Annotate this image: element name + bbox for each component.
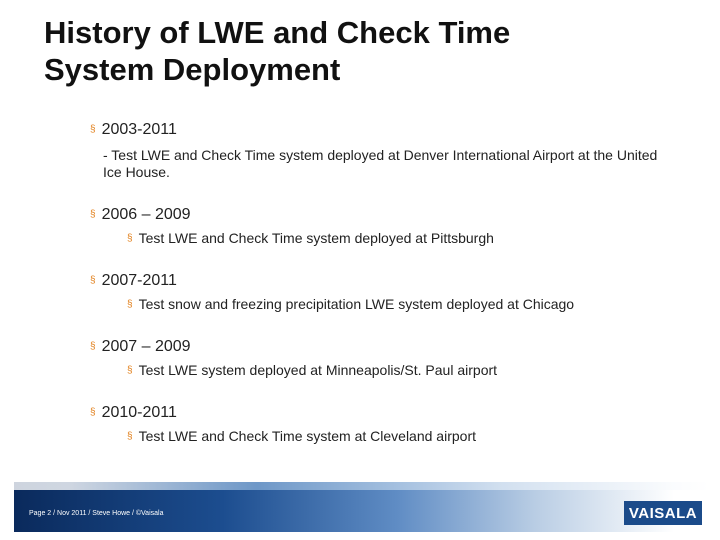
sub-bullet-item: [127, 428, 476, 444]
sub-bullet-item: [127, 362, 497, 378]
bullet-note: - Test LWE and Check Time system deployed at Denver International Airport at the United Ice House.: [103, 147, 658, 180]
sub-bullet-text: Test LWE and Check Time system at Cleveland airport: [138, 428, 476, 444]
sub-bullet-text: Test LWE system deployed at Minneapolis/St. Paul airport: [138, 362, 498, 378]
slide-title-line-2: System Deployment: [44, 52, 341, 87]
slide-title: [44, 14, 684, 88]
bullet-icon: §: [127, 365, 133, 376]
bullet-icon: §: [90, 209, 96, 220]
bullet-icon: §: [127, 299, 133, 310]
footer-stripe: [14, 482, 709, 490]
sub-bullet-item: [127, 296, 574, 312]
sub-bullet-text: Test LWE and Check Time system deployed at Pittsburgh: [138, 230, 494, 246]
slide-title-line-1: History of LWE and Check Time: [44, 15, 511, 50]
bullet-item-2003-2011: [90, 121, 177, 139]
bullet-heading: 2007 – 2009: [101, 338, 191, 355]
bullet-item-2007-2011: [90, 272, 177, 290]
footer-text: Page 2 / Nov 2011 / Steve Howe / ©Vaisala: [29, 510, 164, 517]
bullet-icon: §: [90, 341, 96, 352]
bullet-item-2010-2011: [90, 404, 177, 422]
bullet-icon: §: [127, 233, 133, 244]
sub-bullet-item: [127, 230, 494, 246]
bullet-item-2007-2009: [90, 338, 191, 356]
bullet-item-2006-2009: [90, 206, 191, 224]
slide-footer: [14, 482, 709, 532]
bullet-heading: 2003-2011: [101, 121, 177, 138]
bullet-heading: 2010-2011: [101, 404, 177, 421]
bullet-icon: §: [90, 407, 96, 418]
bullet-icon: §: [90, 275, 96, 286]
sub-bullet-text: Test snow and freezing precipitation LWE system deployed at Chicago: [138, 296, 575, 312]
vaisala-logo: VAISALA: [624, 501, 702, 525]
bullet-icon: §: [90, 124, 96, 135]
bullet-heading: 2006 – 2009: [101, 206, 191, 223]
bullet-heading: 2007-2011: [101, 272, 177, 289]
bullet-icon: §: [127, 431, 133, 442]
